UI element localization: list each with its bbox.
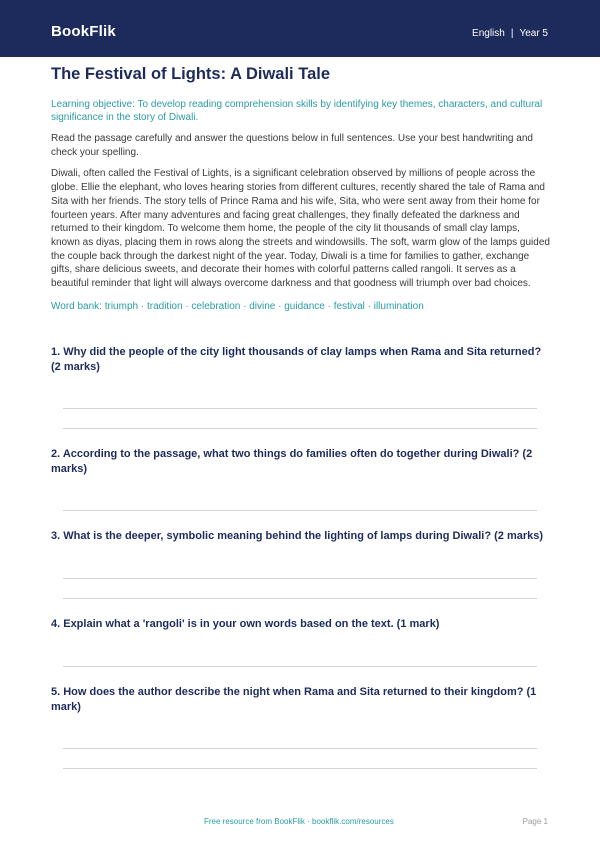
answer-line[interactable] [63,598,537,599]
answer-line[interactable] [63,428,537,429]
page-number: Page 1 [522,817,548,826]
header-meta [472,28,548,39]
reading-passage: Diwali, often called the Festival of Lights, is a significant celebration observed by millions of people across the globe. Ellie the elephant, who loves hearing stories from different cultures, recently shared the tale of Rama and Sita with her friends. The story tells of Prince Rama and his wife, Sita, who were sent away from their home for fourteen years. After many adventures and facing great challenges, they finally defeated the darkness and returned to their kingdom. To welcome them home, the people of the city lit thousands of small clay lamps, known as diyas, placing them in rows along the streets and windowsills. The soft, warm glow of the lamps guided the couple back through the darkest night of the year. Today, Diwali is a time for families to gather, exchange gifts, share delicious sweets, and decorate their homes with colorful patterns called rangoli. It serves as a beautiful reminder that light will always overcome darkness and that goodness will triumph over bad choices. [51,168,550,290]
subject-label: English [472,28,505,39]
question-5: 5. How does the author describe the night when Rama and Sita returned to their kingdom? (1 mark) [51,686,537,713]
learning-objective: Learning objective: To develop reading comprehension skills by identifying key themes, characters, and cultural significance in the story of Diwali. [51,99,543,124]
year-label: Year 5 [519,28,548,39]
footer-link[interactable]: Free resource from BookFlik · bookflik.com/resources [204,817,394,826]
answer-line[interactable] [63,666,537,667]
question-2: 2. According to the passage, what two things do families often do together during Diwali? (2 marks) [51,448,533,475]
intro-section [51,64,551,313]
answer-line[interactable] [63,578,537,579]
page-header [0,0,600,57]
question-3: 3. What is the deeper, symbolic meaning behind the lighting of lamps during Diwali? (2 marks) [51,530,544,542]
brand-logo[interactable]: BookFlik [51,23,116,40]
question-1: 1. Why did the people of the city light thousands of clay lamps when Rama and Sita returned? (2 marks) [51,346,542,373]
instructions: Read the passage carefully and answer the questions below in full sentences. Use your best handwriting and check your spelling. [51,133,533,159]
answer-line[interactable] [63,768,537,769]
word-bank: Word bank: triumph · tradition · celebration · divine · guidance · festival · illumination [51,300,424,312]
question-4: 4. Explain what a 'rangoli' is in your own words based on the text. (1 mark) [51,618,440,630]
answer-line[interactable] [63,748,537,749]
page-title: The Festival of Lights: A Diwali Tale [51,65,331,83]
answer-line[interactable] [63,408,537,409]
answer-line[interactable] [63,510,537,511]
meta-separator: | [510,28,514,39]
